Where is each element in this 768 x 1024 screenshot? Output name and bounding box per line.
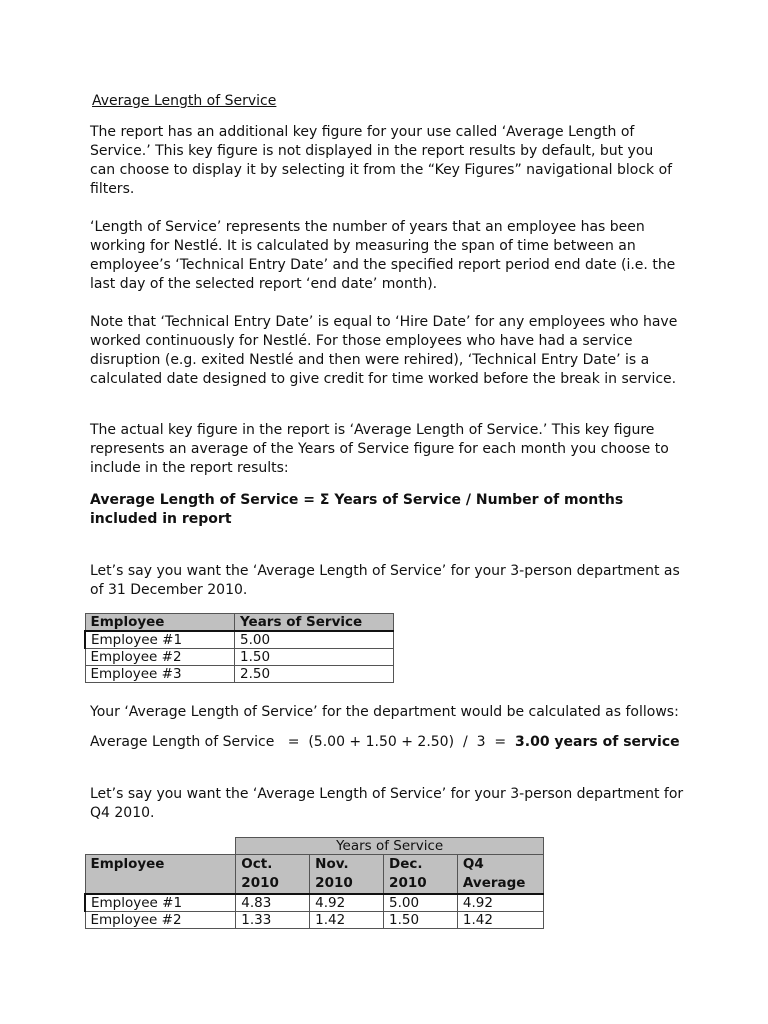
table-cell: Employee #1: [85, 631, 235, 649]
table-cell: 1.50: [235, 649, 394, 666]
column-header: Q4 Average: [457, 855, 543, 895]
table-cell: 4.92: [457, 894, 543, 912]
text-line: working for Nestlé. It is calculated by measuring the span of time between an: [90, 238, 636, 254]
text-line: of 31 December 2010.: [90, 582, 248, 598]
text-line: filters.: [90, 181, 135, 197]
text-line: The actual key figure in the report is ‘Average Length of Service.’ This key figure: [90, 422, 655, 438]
text-line: Your ‘Average Length of Service’ for the department would be calculated as follows:: [90, 704, 679, 720]
table-cell: 1.50: [384, 912, 458, 929]
calculation: [90, 733, 690, 752]
table-header-row: [85, 855, 544, 895]
table-row: [85, 894, 544, 912]
formula: [90, 491, 690, 529]
formula-line: Average Length of Service = Σ Years of Service / Number of months: [90, 492, 624, 508]
table-cell: 4.92: [310, 894, 384, 912]
table-cell: 1.42: [457, 912, 543, 929]
text-line: last day of the selected report ‘end date’ month).: [90, 276, 438, 292]
text-line: employee’s ‘Technical Entry Date’ and the specified report period end date (i.e. the: [90, 257, 676, 273]
text-line: can choose to display it by selecting it from the “Key Figures” navigational block of: [90, 162, 673, 178]
table-group-header-row: [85, 838, 544, 855]
table-row: [85, 649, 394, 666]
column-header: Nov. 2010: [310, 855, 384, 895]
column-header: Oct. 2010: [236, 855, 310, 895]
column-header: Employee: [85, 855, 236, 895]
paragraph-example-1: [90, 562, 690, 600]
formula-line: included in report: [90, 511, 232, 527]
calculation-text: Average Length of Service = (5.00 + 1.50 + 2.50) / 3 =: [90, 734, 516, 750]
years-of-service-table: [84, 613, 394, 683]
calculation-line: [90, 733, 690, 752]
paragraph-technical-entry-date: [90, 313, 690, 389]
text-line: Note that ‘Technical Entry Date’ is equal to ‘Hire Date’ for any employees who have: [90, 314, 678, 330]
quarterly-years-of-service-table: [84, 837, 544, 929]
text-line: calculated date designed to give credit for time worked before the break in service.: [90, 371, 677, 387]
table-cell: 1.42: [310, 912, 384, 929]
column-header: Dec. 2010: [384, 855, 458, 895]
paragraph-example-2: [90, 785, 690, 823]
table-row: [85, 912, 544, 929]
table-cell: Employee #1: [85, 894, 236, 912]
table-cell: 4.83: [236, 894, 310, 912]
table-cell: Employee #2: [85, 912, 236, 929]
paragraph-calculation-intro: [90, 703, 690, 722]
text-line: Let’s say you want the ‘Average Length of Service’ for your 3-person department for: [90, 786, 684, 802]
paragraph-intro: [90, 123, 690, 199]
table-header-row: [85, 614, 394, 632]
column-header: Years of Service: [235, 614, 394, 632]
table-cell: Employee #3: [85, 666, 235, 683]
text-line: represents an average of the Years of Service figure for each month you choose to: [90, 441, 669, 457]
table-cell: 2.50: [235, 666, 394, 683]
text-line: Service.’ This key figure is not displayed in the report results by default, but you: [90, 143, 654, 159]
text-line: The report has an additional key figure for your use called ‘Average Length of: [90, 124, 635, 140]
text-line: disruption (e.g. exited Nestlé and then were rehired), ‘Technical Entry Date’ is a: [90, 352, 650, 368]
text-line: include in the report results:: [90, 460, 289, 476]
group-header: Years of Service: [236, 838, 544, 855]
text-line: Let’s say you want the ‘Average Length of Service’ for your 3-person department as: [90, 563, 680, 579]
table-cell: 1.33: [236, 912, 310, 929]
table-cell: 5.00: [235, 631, 394, 649]
paragraph-length-of-service: [90, 218, 690, 294]
column-header: Employee: [85, 614, 235, 632]
paragraph-key-figure: [90, 421, 690, 478]
calculation-result: 3.00 years of service: [515, 734, 680, 750]
table-row: [85, 666, 394, 683]
table-cell: Employee #2: [85, 649, 235, 666]
table-row: [85, 631, 394, 649]
text-line: Q4 2010.: [90, 805, 155, 821]
table-cell: 5.00: [384, 894, 458, 912]
text-line: worked continuously for Nestlé. For those employees who have had a service: [90, 333, 633, 349]
page-title: Average Length of Service: [92, 93, 277, 109]
text-line: ‘Length of Service’ represents the number of years that an employee has been: [90, 219, 645, 235]
